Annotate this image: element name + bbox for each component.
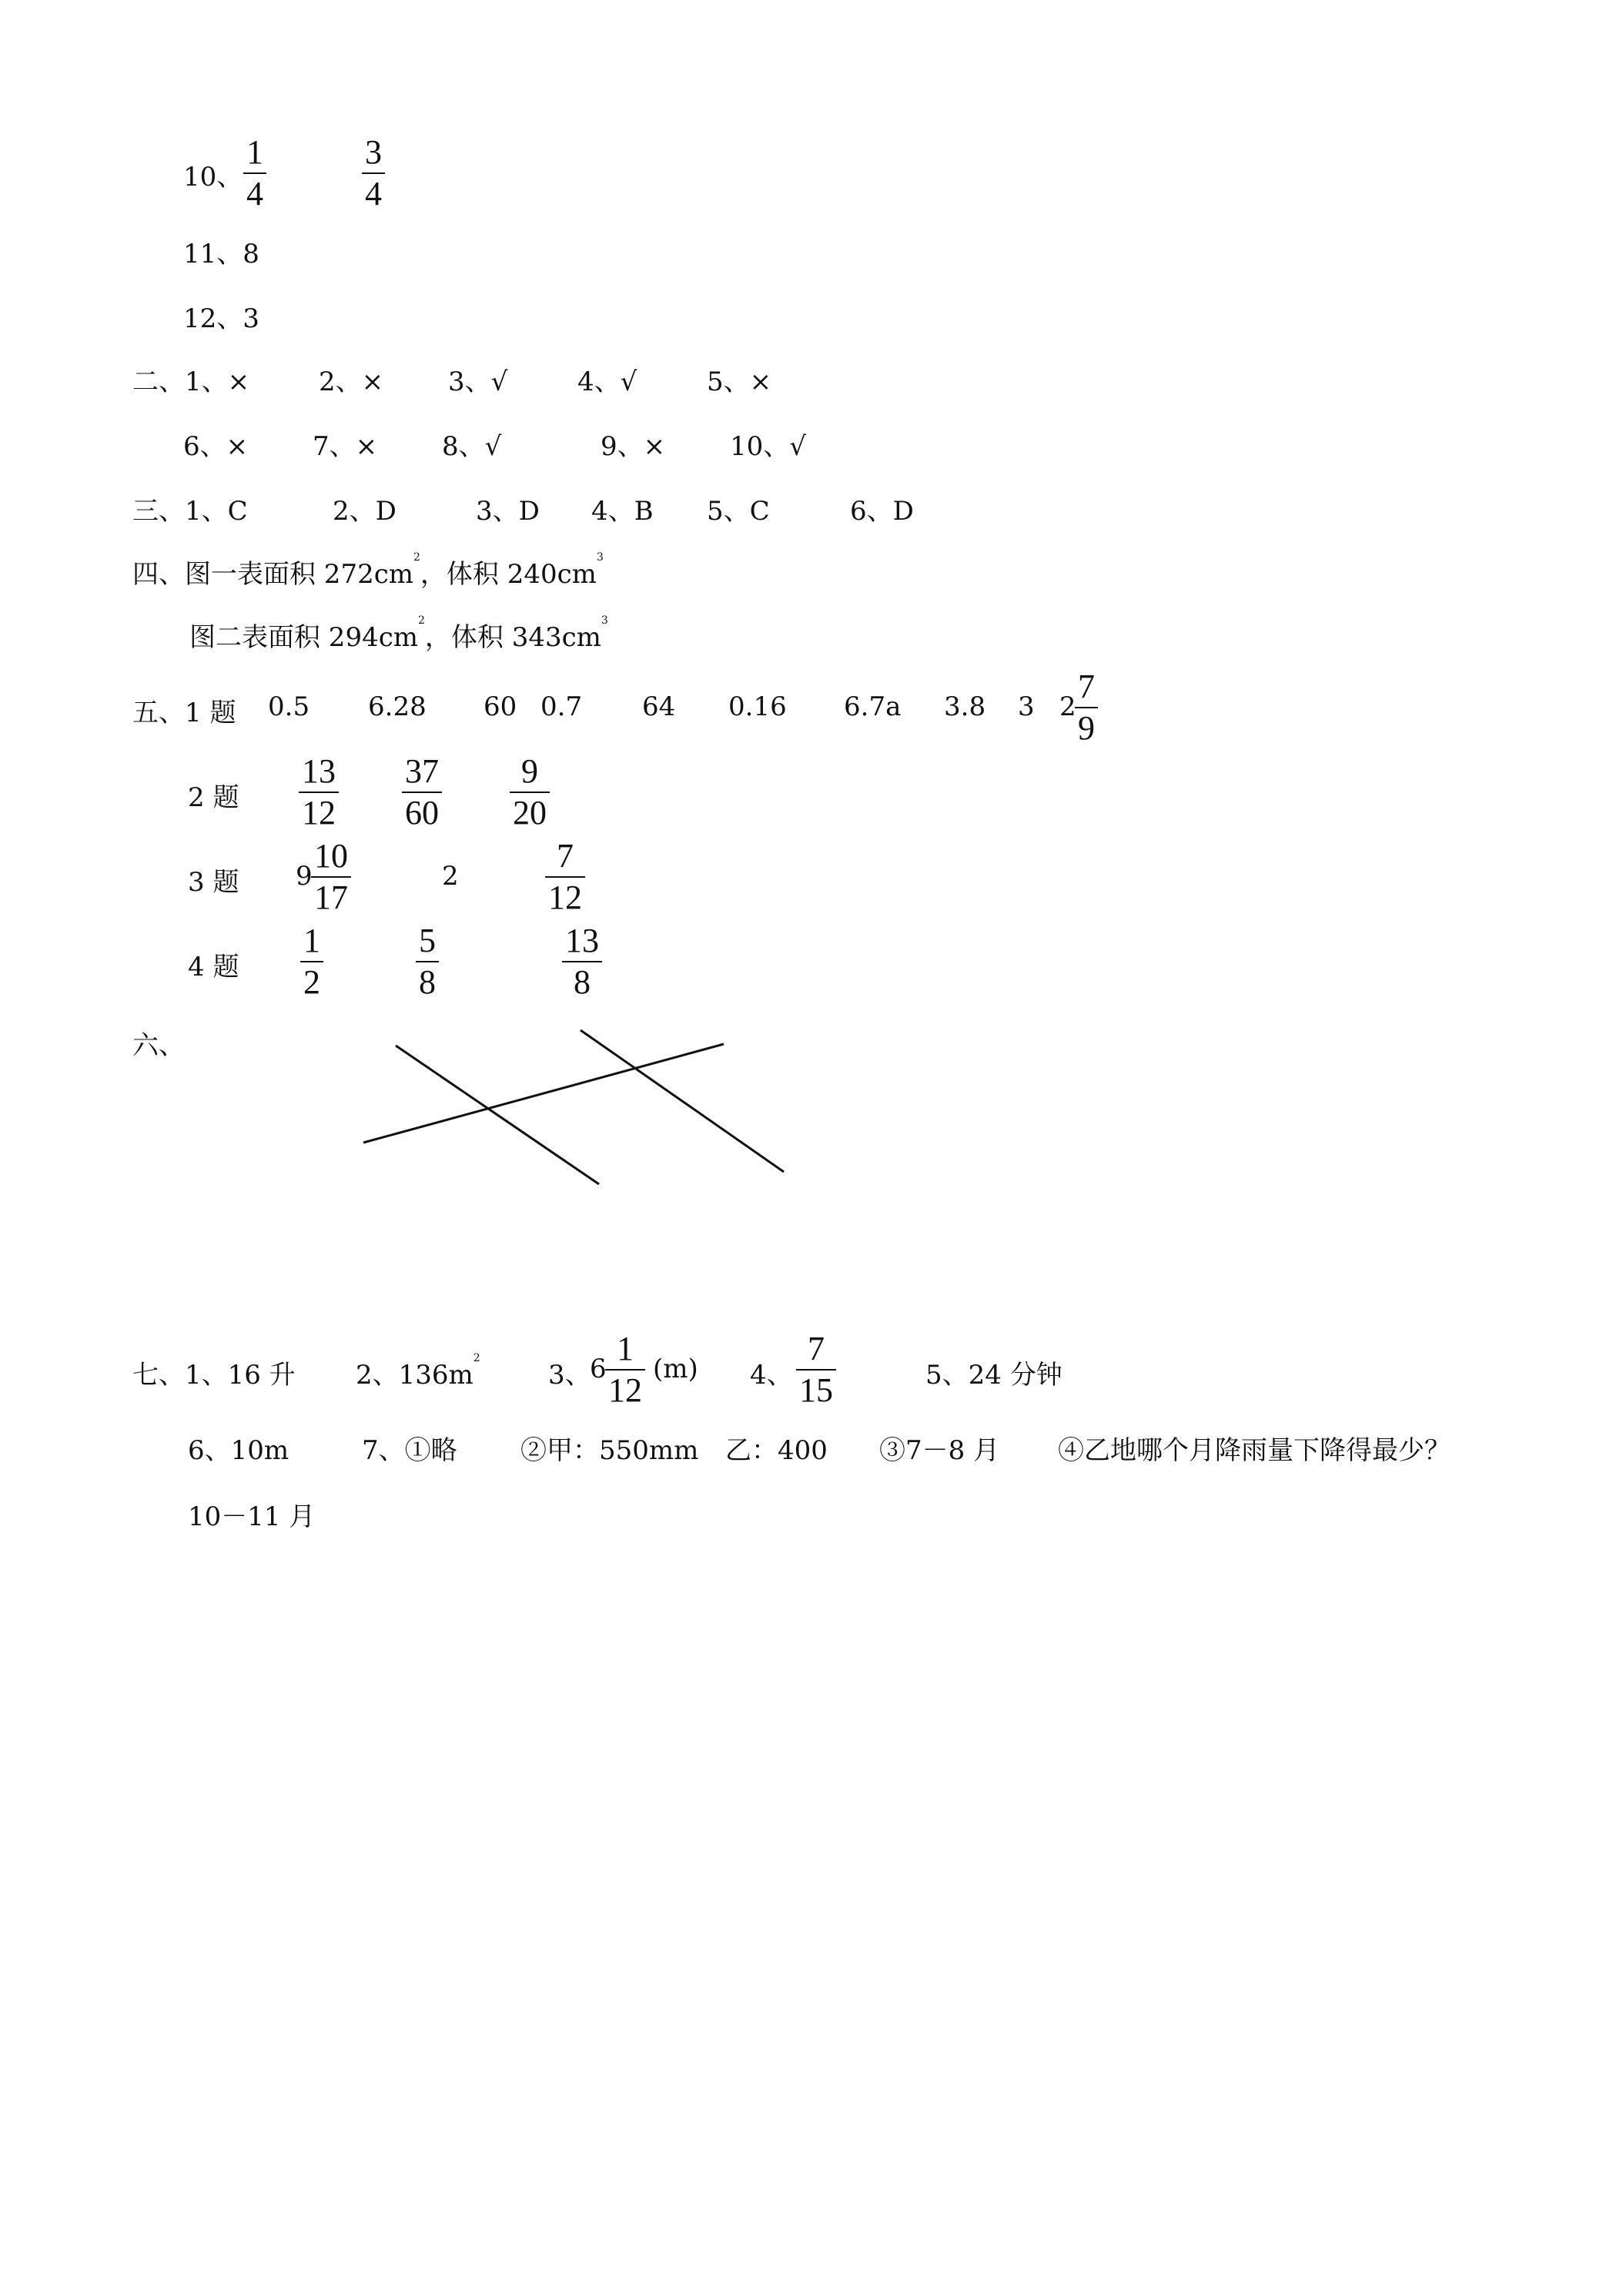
denominator: 8 — [419, 963, 436, 1001]
superscript: 2 — [413, 551, 420, 564]
s3-item: 6、D — [850, 496, 914, 527]
s3-item: 2、D — [333, 496, 397, 527]
s4-volume: ，体积 240cm — [420, 559, 597, 590]
s5-q1-item: 64 — [642, 691, 676, 722]
denominator: 9 — [1078, 709, 1095, 747]
s5-q3-label: 3 题 — [188, 867, 239, 898]
denominator: 15 — [799, 1371, 833, 1409]
superscript: 3 — [596, 551, 604, 564]
s3-item: 5、C — [707, 496, 770, 527]
s4-surface-area: 图二表面积 294cm — [189, 622, 418, 653]
s4-volume: ，体积 343cm — [424, 622, 601, 653]
s2-item: 5、× — [707, 366, 772, 397]
s7-line2-item: ③7－8 月 — [879, 1435, 1000, 1466]
s5-q1-item: 6.7a — [844, 691, 902, 722]
s5-q3-mixed-whole: 9 — [296, 861, 313, 892]
s5-q2-label: 2 题 — [188, 782, 239, 813]
denominator: 12 — [608, 1371, 642, 1409]
q10-label: 10、 — [183, 162, 243, 192]
s7-q3-label: 3、 — [548, 1360, 591, 1391]
s5-q3-integer: 2 — [442, 861, 459, 892]
numerator: 1 — [617, 1330, 634, 1367]
s7-q3-unit: (m) — [653, 1354, 698, 1384]
s2-item: 3、√ — [448, 366, 508, 397]
s7-q4-fraction — [796, 1332, 836, 1407]
denominator: 8 — [574, 963, 591, 1001]
numerator: 13 — [565, 922, 599, 959]
denominator: 2 — [303, 963, 320, 1001]
s7-q3-mixed-fraction — [605, 1332, 645, 1407]
s2-item: 二、1、× — [132, 366, 250, 397]
s2-item: 8、√ — [442, 431, 502, 462]
parallel-line-right — [581, 1030, 784, 1172]
s2-item: 9、× — [601, 431, 666, 462]
numerator: 1 — [303, 922, 320, 959]
s7-q4-label: 4、 — [750, 1360, 793, 1391]
s3-item: 4、B — [591, 496, 654, 527]
numerator: 1 — [246, 133, 263, 171]
s7-line3: 10－11 月 — [188, 1501, 316, 1532]
s2-item: 7、× — [313, 431, 378, 462]
denominator: 4 — [246, 175, 263, 213]
s5-q1-item: 3 — [1018, 691, 1035, 722]
s2-item: 10、√ — [730, 431, 806, 462]
s5-q1-mixed-whole: 2 — [1059, 691, 1076, 722]
s5-q1-item: 0.16 — [728, 691, 787, 722]
numerator: 3 — [365, 133, 382, 171]
denominator: 20 — [513, 794, 547, 832]
denominator: 12 — [548, 879, 582, 916]
s7-line2-item: 6、10m — [188, 1435, 289, 1466]
parallel-line-left — [396, 1046, 599, 1184]
denominator: 12 — [302, 794, 336, 832]
denominator: 60 — [405, 794, 439, 832]
s7-line2-item: ②甲：550mm — [520, 1435, 699, 1466]
s5-q1-item: 6.28 — [368, 691, 427, 722]
s7-q2 — [356, 1354, 480, 1391]
s6-label: 六、 — [132, 1030, 185, 1061]
numerator: 10 — [314, 837, 348, 875]
s2-item: 6、× — [183, 431, 249, 462]
s7-q3-mixed-whole: 6 — [590, 1354, 607, 1384]
numerator: 37 — [405, 752, 439, 790]
s5-q1-item: 0.7 — [540, 691, 583, 722]
s3-item: 三、1、C — [132, 496, 248, 527]
numerator: 7 — [557, 837, 574, 875]
s5-q1-item: 3.8 — [944, 691, 986, 722]
s2-item: 2、× — [319, 366, 384, 397]
s4-surface-area: 四、图一表面积 272cm — [132, 559, 413, 590]
numerator: 7 — [1078, 668, 1095, 705]
s7-q2-text: 2、136m — [356, 1360, 474, 1391]
s3-item: 3、D — [476, 496, 540, 527]
s7-line2-item: 乙：400 — [725, 1435, 828, 1466]
denominator: 4 — [365, 175, 382, 213]
numerator: 13 — [302, 752, 336, 790]
s2-item: 4、√ — [577, 366, 637, 397]
q12-answer: 12、3 — [183, 303, 259, 334]
superscript: 3 — [601, 614, 608, 627]
numerator: 9 — [521, 752, 538, 790]
numerator: 7 — [808, 1330, 825, 1367]
numerator: 5 — [419, 922, 436, 959]
denominator: 17 — [314, 879, 348, 916]
q11-answer: 11、8 — [183, 239, 259, 269]
s5-q1-item: 0.5 — [268, 691, 310, 722]
superscript: 2 — [473, 1352, 480, 1364]
s7-line2-item: 7、①略 — [362, 1435, 457, 1466]
superscript: 2 — [418, 614, 425, 627]
s5-q1-label: 五、1 题 — [132, 698, 236, 728]
s5-q1-item: 60 — [484, 691, 517, 722]
s7-q1: 七、1、16 升 — [132, 1360, 296, 1391]
s7-q5: 5、24 分钟 — [925, 1360, 1062, 1391]
s5-q4-label: 4 题 — [188, 952, 239, 982]
s7-line2-item: ④乙地哪个月降雨量下降得最少？ — [1058, 1435, 1451, 1466]
